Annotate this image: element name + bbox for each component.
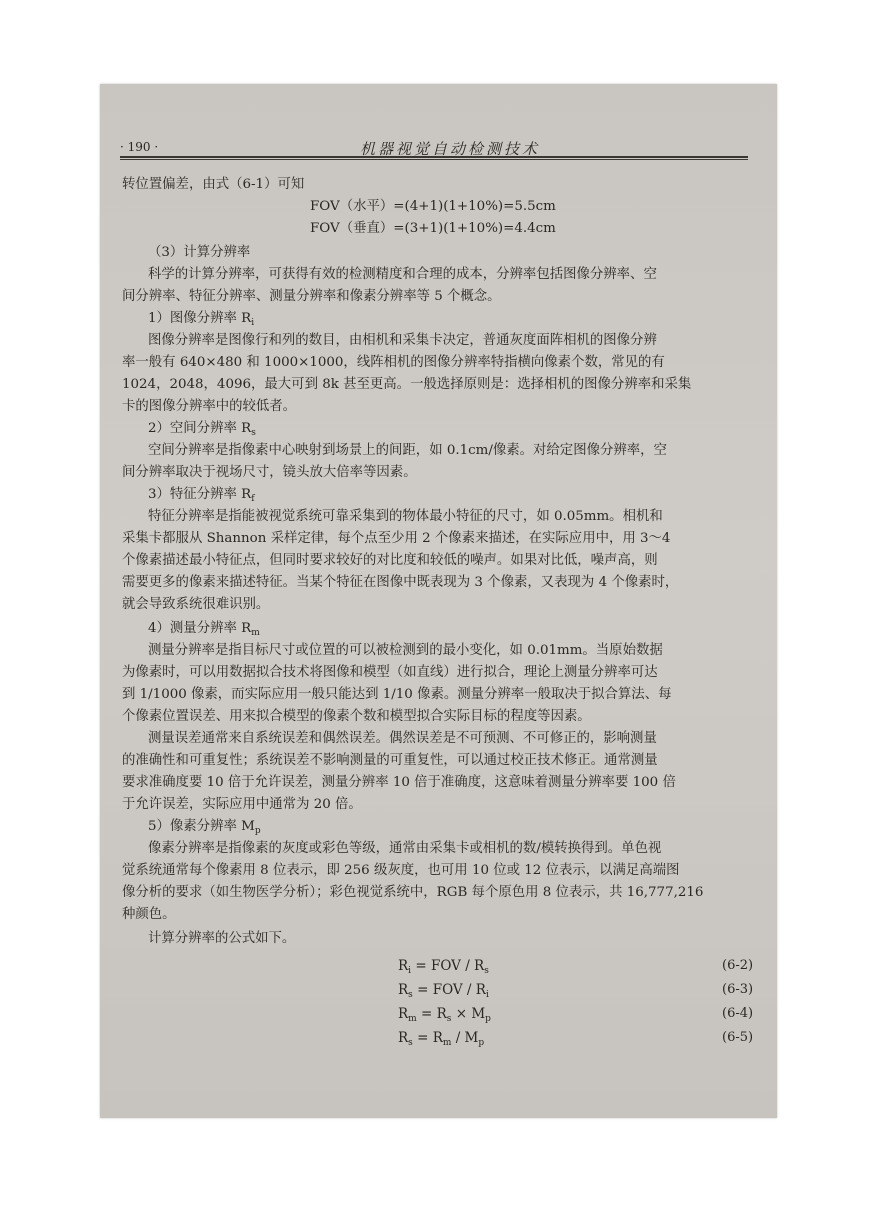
- eq-lhs-sub: i: [408, 966, 412, 976]
- book-page: [100, 84, 777, 1118]
- text-line: 的准确性和可重复性；系统误差不影响测量的可重复性，可以通过校正技术修正。通常测量: [122, 753, 658, 768]
- text-line: 觉系统通常每个像素用 8 位表示，即 256 级灰度，也可用 10 位或 12 位表示，以满足高端图: [122, 863, 680, 878]
- text-line: 需要更多的像素来描述特征。当某个特征在图像中既表现为 3 个像素，又表现为 4 个像素时，: [122, 575, 679, 590]
- text-line: 转位置偏差，由式（6-1）可知: [122, 177, 305, 192]
- eq-lhs-sub: s: [408, 1038, 413, 1048]
- heading-text: 3）特征分辨率 R: [148, 487, 252, 502]
- text-line: 特征分辨率是指能被视觉系统可靠采集到的物体最小特征的尺寸，如 0.05mm。相机和: [148, 509, 663, 524]
- equation-number: (6-5): [722, 1030, 754, 1045]
- heading-text: 4）测量分辨率 R: [148, 621, 252, 636]
- text-line: 间分辨率、特征分辨率、测量分辨率和像素分辨率等 5 个概念。: [122, 289, 501, 304]
- subsection-heading: [148, 310, 752, 330]
- formula-line: FOV（水平）=(4+1)(1+10%)=5.5cm: [310, 199, 556, 214]
- equation-number: (6-2): [722, 958, 754, 973]
- text-line: 间分辨率取决于视场尺寸，镜头放大倍率等因素。: [122, 465, 417, 480]
- eq-rhs: = FOV / R: [417, 982, 486, 998]
- subsection-heading: [148, 818, 752, 838]
- subsection-heading: [148, 420, 752, 440]
- text-line: 就会导致系统很难识别。: [122, 597, 270, 612]
- heading-subscript: p: [254, 826, 261, 836]
- header-rule-thin: [120, 159, 748, 160]
- equation-number: (6-3): [722, 982, 754, 997]
- book-title: 机器视觉自动检测技术: [360, 140, 541, 158]
- text-line: 于允许误差，实际应用中通常为 20 倍。: [122, 797, 362, 812]
- text-line: 空间分辨率是指像素中心映射到场景上的间距，如 0.1cm/像素。对给定图像分辨率，空: [148, 443, 667, 458]
- text-line: 1024，2048，4096，最大可到 8k 甚至更高。一般选择原则是：选择相机的图像分辨率和采集: [122, 377, 692, 392]
- equation-6-5: [398, 1028, 484, 1048]
- heading-subscript: s: [251, 428, 256, 438]
- eq-tail-sub: p: [485, 1014, 491, 1024]
- eq-rhs: = R: [421, 1006, 447, 1022]
- text-line: 科学的计算分辨率，可获得有效的检测精度和合理的成本，分辨率包括图像分辨率、空: [148, 267, 657, 282]
- equation-6-2: [398, 956, 489, 976]
- eq-lhs: R: [398, 1030, 409, 1046]
- text-line: 率一般有 640×480 和 1000×1000，线阵相机的图像分辨率特指横向像素个数，常见的有: [122, 355, 665, 370]
- equation-number: (6-4): [722, 1006, 754, 1021]
- text-line: 图像分辨率是图像行和列的数目，由相机和采集卡决定，普通灰度面阵相机的图像分辨: [148, 333, 657, 348]
- eq-rhs-sub: s: [446, 1014, 452, 1024]
- eq-tail: / M: [451, 1030, 479, 1046]
- eq-lhs-sub: s: [408, 990, 413, 1000]
- subsection-heading: [148, 486, 752, 506]
- heading-subscript: f: [251, 494, 255, 504]
- eq-rhs-sub: m: [442, 1038, 452, 1048]
- eq-lhs: R: [398, 982, 409, 998]
- text-line: 个像素位置误差、用来拟合模型的像素个数和模型拟合实际目标的程度等因素。: [122, 709, 591, 724]
- equation-6-3: [398, 980, 489, 1000]
- equation-6-4: [398, 1004, 491, 1024]
- eq-lhs: R: [398, 1006, 409, 1022]
- text-line: 到 1/1000 像素，而实际应用一般只能达到 1/10 像素。测量分辨率一般取决于拟合算法、每: [122, 687, 672, 702]
- text-line: 像分析的要求（如生物医学分析）；彩色视觉系统中，RGB 每个原色用 8 位表示，共 16,777,216: [122, 885, 704, 900]
- text-line: 为像素时，可以用数据拟合技术将图像和模型（如直线）进行拟合，理论上测量分辨率可达: [122, 665, 658, 680]
- subsection-heading: [148, 620, 752, 640]
- page-number: · 190 ·: [120, 140, 159, 154]
- text-line: 个像素描述最小特征点，但同时要求较好的对比度和较低的噪声。如果对比低，噪声高，则: [122, 553, 658, 568]
- text-line: 采集卡都服从 Shannon 采样定律，每个点至少用 2 个像素来描述，在实际应用中，用 3～4: [122, 531, 671, 546]
- heading-text: 5）像素分辨率 M: [148, 819, 255, 834]
- text-line: 计算分辨率的公式如下。: [148, 931, 296, 946]
- eq-tail: × M: [451, 1006, 486, 1022]
- eq-lhs-sub: m: [408, 1014, 417, 1024]
- heading-subscript: i: [251, 318, 255, 328]
- text-line: 要求准确度要 10 倍于允许误差，测量分辨率 10 倍于准确度，这意味着测量分辨率要 100 倍: [122, 775, 676, 790]
- heading-text: 1）图像分辨率 R: [148, 311, 252, 326]
- eq-lhs: R: [398, 958, 409, 974]
- eq-rhs-sub: s: [484, 966, 489, 976]
- eq-rhs-sub: i: [485, 990, 489, 1000]
- page-header: [120, 138, 750, 158]
- section-heading: （3）计算分辨率: [148, 245, 251, 260]
- formula-line: FOV（垂直）=(3+1)(1+10%)=4.4cm: [310, 221, 556, 236]
- eq-rhs: = FOV / R: [415, 958, 485, 974]
- text-line: 卡的图像分辨率中的较低者。: [122, 399, 297, 414]
- heading-subscript: m: [251, 628, 260, 638]
- heading-text: 2）空间分辨率 R: [148, 421, 252, 436]
- text-line: 测量误差通常来自系统误差和偶然误差。偶然误差是不可预测、不可修正的，影响测量: [148, 731, 657, 746]
- eq-tail-sub: p: [478, 1038, 485, 1048]
- text-line: 测量分辨率是指目标尺寸或位置的可以被检测到的最小变化，如 0.01mm。当原始数据: [148, 643, 663, 658]
- text-line: 种颜色。: [122, 907, 176, 922]
- eq-rhs: = R: [417, 1030, 443, 1046]
- text-line: 像素分辨率是指像素的灰度或彩色等级，通常由采集卡或相机的数/模转换得到。单色视: [148, 841, 662, 856]
- header-rule: [120, 156, 748, 158]
